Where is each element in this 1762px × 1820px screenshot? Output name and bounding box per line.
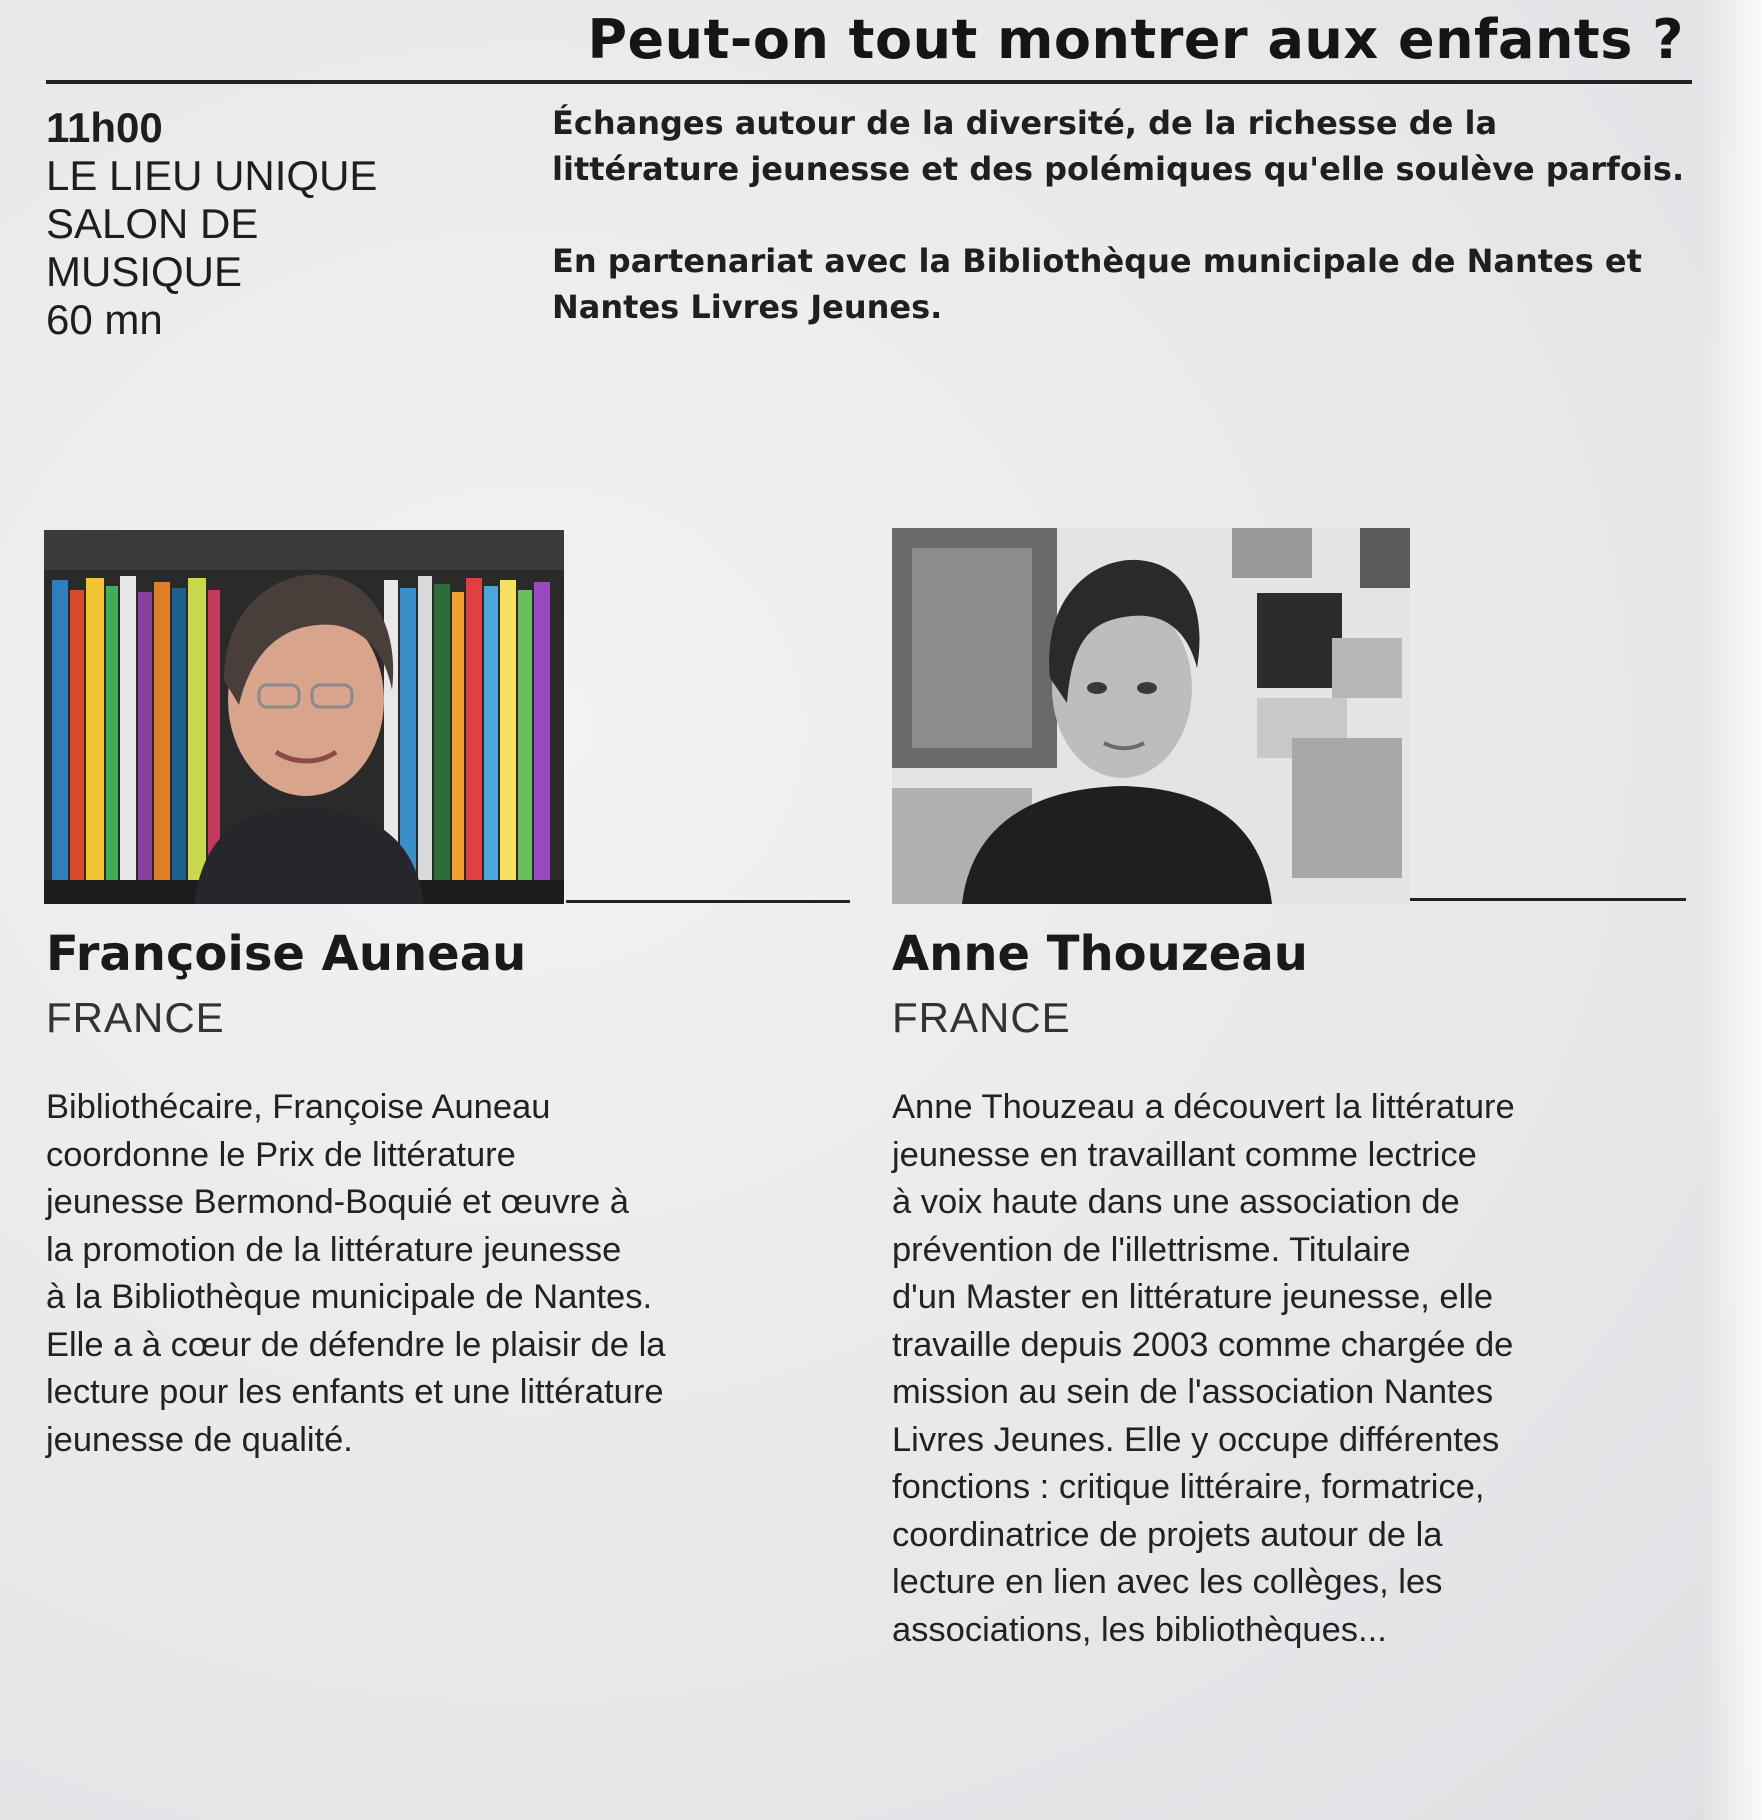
speaker-bio-line: jeunesse de qualité. [46, 1420, 353, 1459]
speaker-bio-line: jeunesse Bermond-Boquié et œuvre à [46, 1183, 629, 1221]
speaker-divider [1410, 898, 1686, 901]
speaker-bio [892, 1084, 1702, 1654]
event-partnership: En partenariat avec la Bibliothèque municipale de Nantes et Nantes Livres Jeunes. [552, 242, 1642, 326]
event-title: Peut-on tout montrer aux enfants ? [587, 8, 1684, 71]
portrait-posters-illustration [892, 528, 1410, 904]
speaker-bio [46, 1084, 876, 1464]
speaker-bio-line: prévention de l'illettrisme. Titulaire [892, 1230, 1411, 1269]
speaker-name: Anne Thouzeau [892, 926, 1308, 982]
speaker-bio-line: Bibliothécaire, Françoise Auneau [46, 1088, 551, 1126]
event-venue-line: SALON DE [46, 200, 259, 247]
speaker-country: FRANCE [892, 994, 1071, 1041]
speaker-photo-anne-thouzeau [892, 528, 1410, 904]
speaker-bio-line: lecture pour les enfants et une littérature [46, 1373, 664, 1411]
event-time: 11h00 [46, 104, 163, 151]
speaker-bio-line: coordonne le Prix de littérature [46, 1135, 516, 1174]
speaker-bio-line: associations, les bibliothèques... [892, 1610, 1387, 1649]
speaker-bio-line: à la Bibliothèque municipale de Nantes. [46, 1278, 653, 1316]
event-venue-line: MUSIQUE [46, 248, 243, 295]
event-description-block [552, 100, 1692, 330]
speaker-bio-line: la promotion de la littérature jeunesse [46, 1230, 622, 1269]
speaker-name: Françoise Auneau [46, 926, 527, 982]
speaker-card [46, 924, 876, 1464]
speaker-bio-line: coordinatrice de projets autour de la [892, 1515, 1443, 1554]
speaker-bio-line: Elle a à cœur de défendre le plaisir de la [46, 1325, 666, 1364]
speaker-country: FRANCE [46, 994, 225, 1041]
speaker-bio-line: à voix haute dans une association de [892, 1183, 1460, 1221]
speaker-card [892, 924, 1702, 1654]
event-info [46, 104, 466, 344]
speaker-bio-line: Anne Thouzeau a découvert la littérature [892, 1088, 1515, 1126]
page-edge-shading [1702, 0, 1762, 1820]
portrait-bookshelf-illustration [44, 530, 564, 904]
title-divider [46, 80, 1692, 84]
speaker-bio-line: d'un Master en littérature jeunesse, elle [892, 1278, 1494, 1316]
speaker-bio-line: jeunesse en travaillant comme lectrice [892, 1135, 1477, 1174]
event-venue-line: LE LIEU UNIQUE [46, 152, 378, 199]
speaker-divider [566, 900, 850, 903]
speaker-photo-francoise-auneau [44, 530, 564, 904]
event-duration: 60 mn [46, 296, 163, 343]
speaker-bio-line: Livres Jeunes. Elle y occupe différentes [892, 1420, 1500, 1459]
speaker-bio-line: travaille depuis 2003 comme chargée de [892, 1325, 1514, 1364]
speaker-bio-line: mission au sein de l'association Nantes [892, 1373, 1494, 1411]
speaker-bio-line: lecture en lien avec les collèges, les [892, 1563, 1443, 1601]
speaker-bio-line: fonctions : critique littéraire, formatrice, [892, 1468, 1485, 1506]
event-description: Échanges autour de la diversité, de la richesse de la littérature jeunesse et des polémiques qu'elle soulève parfois. [552, 104, 1685, 188]
